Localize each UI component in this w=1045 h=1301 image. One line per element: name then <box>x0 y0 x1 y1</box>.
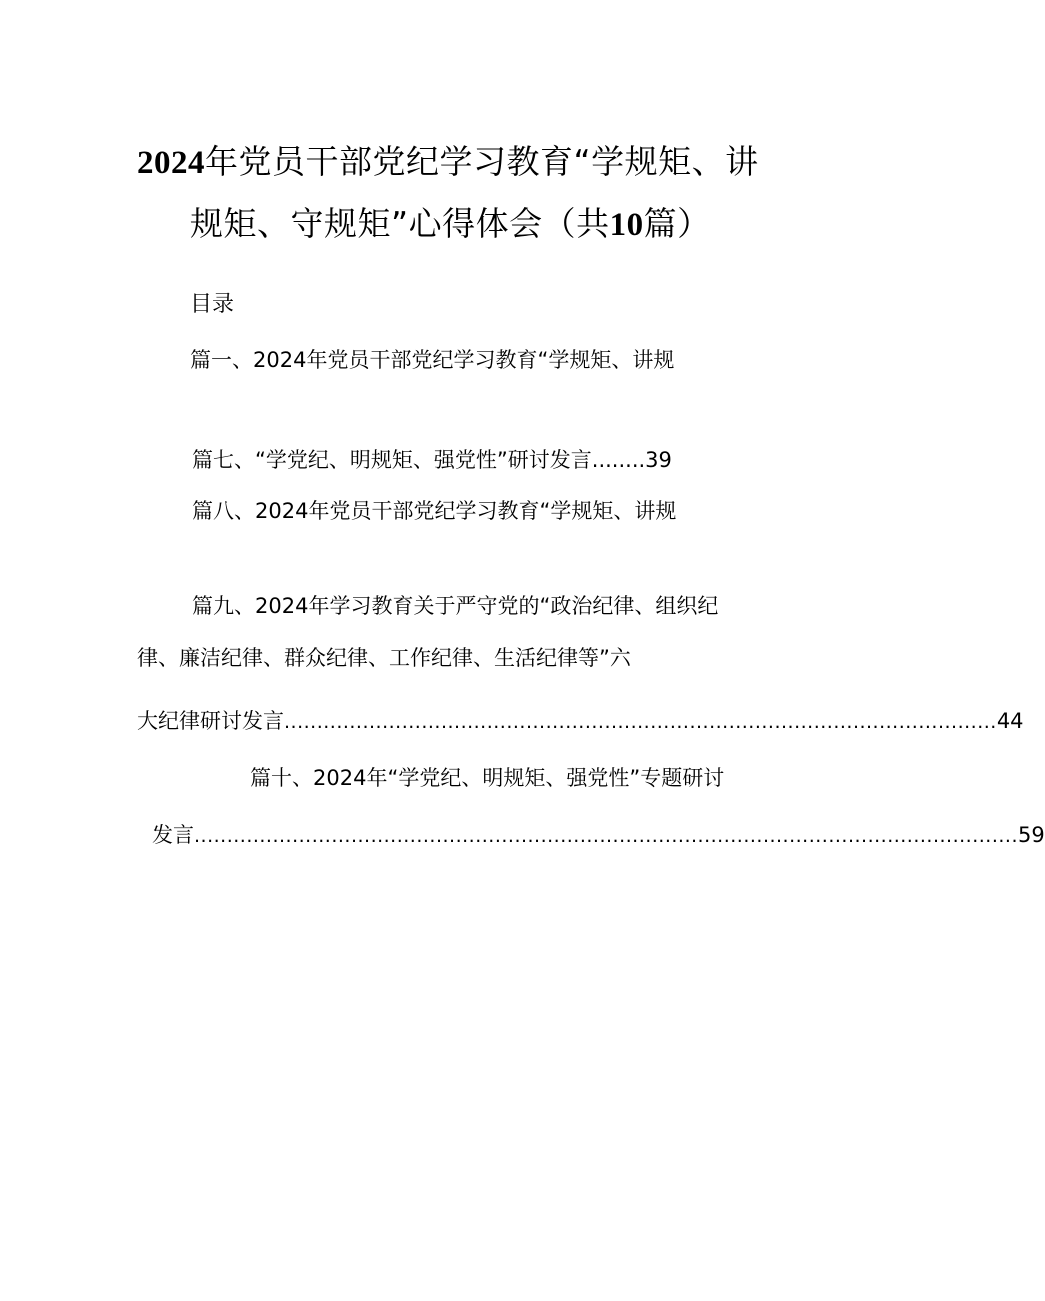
title-text-2b: 篇） <box>643 204 711 243</box>
title-year: 2024 <box>137 145 205 181</box>
title-text-1: 年党员干部党纪学习教育“学规矩、讲 <box>205 142 759 181</box>
toc-entry-10-end[interactable] <box>152 823 1045 847</box>
toc-heading: 目录 <box>190 292 235 317</box>
toc-page-number: 44 <box>996 709 1024 733</box>
toc-entry-9-continued: 律、廉洁纪律、群众纪律、工作纪律、生活纪律等”六 <box>137 646 631 670</box>
toc-entry-text: 大纪律研讨发言 <box>137 709 284 733</box>
toc-leader-dots: .............................................................................................................................. <box>194 825 1018 847</box>
document-title-line-2 <box>190 204 711 243</box>
toc-leader-dots: ............................................................................................................. <box>284 711 997 733</box>
toc-entry-1[interactable]: 篇一、2024年党员干部党纪学习教育“学规矩、讲规 <box>190 348 675 372</box>
toc-entry-7[interactable] <box>192 450 672 471</box>
toc-entry-10[interactable]: 篇十、2024年“学党纪、明规矩、强党性”专题研讨 <box>250 766 725 790</box>
toc-entry-9[interactable]: 篇九、2024年学习教育关于严守党的“政治纪律、组织纪 <box>192 594 719 618</box>
toc-entry-8[interactable]: 篇八、2024年党员干部党纪学习教育“学规矩、讲规 <box>192 499 677 523</box>
title-count: 10 <box>609 207 644 243</box>
toc-entry-text: 篇七、“学党纪、明规矩、强党性”研讨发言 <box>192 448 592 472</box>
toc-page-number: 39 <box>645 448 672 472</box>
toc-entry-text: 发言 <box>152 823 194 847</box>
toc-page-number: 59 <box>1017 823 1045 847</box>
toc-entry-9-end[interactable] <box>137 709 1024 733</box>
document-title-line-1 <box>137 142 759 181</box>
title-text-2a: 规矩、守规矩”心得体会（共 <box>190 204 610 243</box>
toc-leader-dots: ........ <box>591 448 646 472</box>
